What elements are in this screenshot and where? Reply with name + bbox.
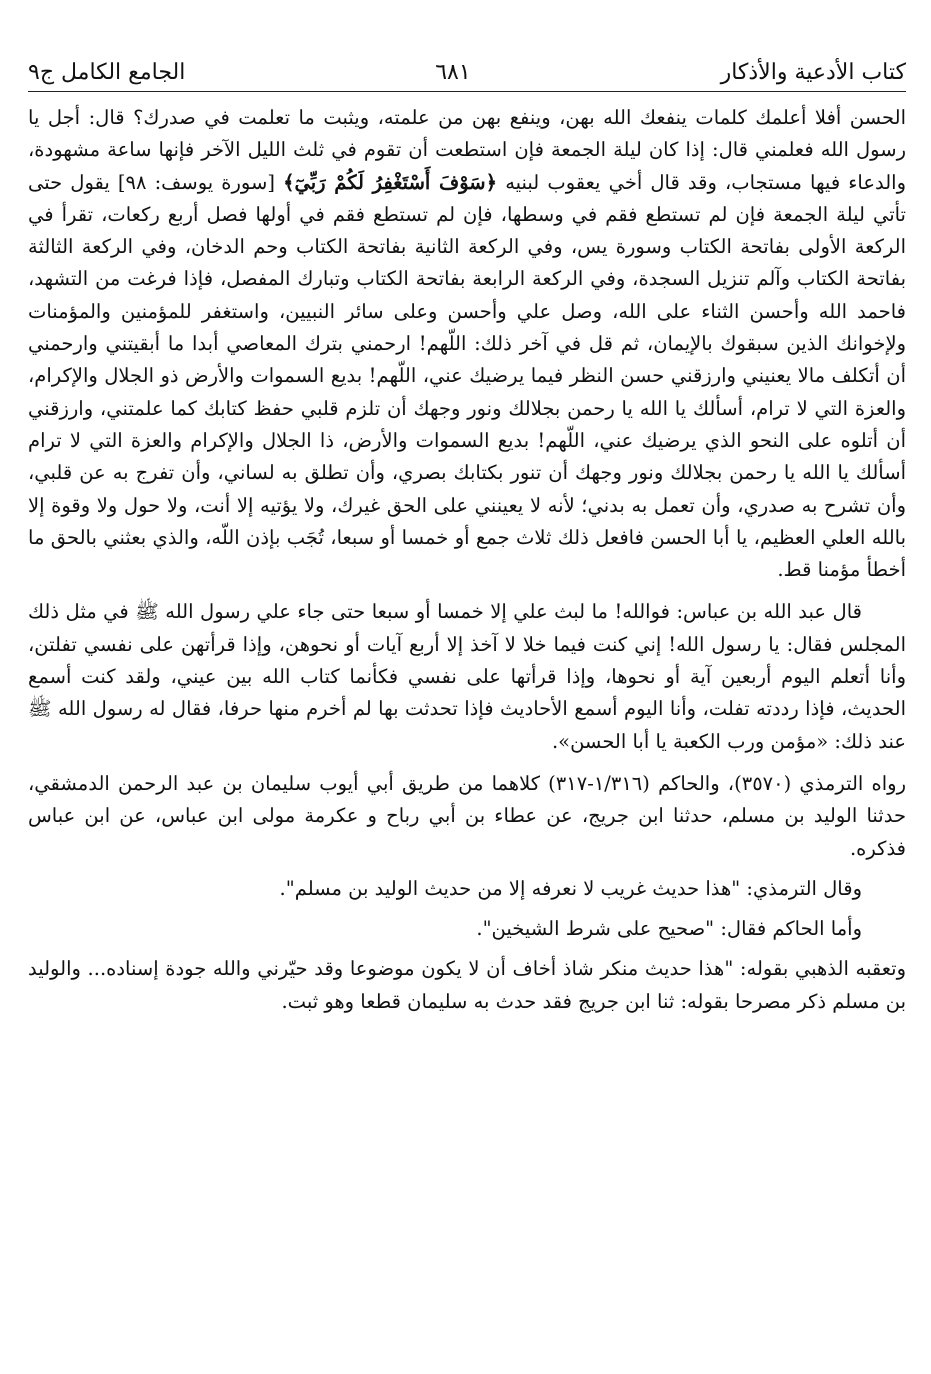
paragraph-hadith-part-a: الحسن أفلا أعلمك كلمات ينفعك الله بهن، وينفع بهن من علمته، ويثبت ما تعلمت في صدرك؟ قال: أجل يا رسول الله فعلمني قال: إذا كان ليلة الجمعة فإن استطعت أن تقوم في ثلث الليل الآخر فإنها ساعة مشهودة، والدعاء فيها مستجاب، وقد قال أخي يعقوب لبنيه (28, 106, 906, 194)
paragraph-tirmidhi-remark: وقال الترمذي: "هذا حديث غريب لا نعرفه إلا من حديث الوليد بن مسلم". (279, 876, 862, 900)
book-page (28, 60, 906, 1018)
paragraph-hadith-part-b: [سورة يوسف: ٩٨] يقول حتى تأتي ليلة الجمعة فإن لم تستطع فقم في وسطها، فإن لم تستطع فقم في أولها فصل أربع ركعات، تقرأ في الركعة الأولى بفاتحة الكتاب وسورة يس، وفي الركعة الثانية بفاتحة الكتاب وحم الدخان، وفي الركعة الثالثة بفاتحة الكتاب وآلم تنزيل السجدة، وفي الركعة الرابعة بفاتحة الكتاب وتبارك المفصل، فإذا فرغت من التشهد، فاحمد الله وأحسن الثناء على الله، وصل علي وأحسن وعلى سائر النبيين، واستغفر للمؤمنين والمؤمنات ولإخوانك الذين سبقوك بالإيمان، ثم قل في آخر ذلك: اللّهم! ارحمني بترك المعاصي أبدا ما أبقيتني وارحمني أن أتكلف مالا يعنيني وارزقني حسن النظر فيما يرضيك عني، اللّهم! بديع السموات والأرض ذو الجلال والإكرام، والعزة التي لا ترام، أسألك يا الله يا رحمن بجلالك ونور وجهك أن تلزم قلبي حفظ كتابك كما علمتني، وارزقني أن أتلوه على النحو الذي يرضيك عني، اللّهم! بديع السموات والأرض، ذا الجلال والإكرام والعزة التي لا ترام أسألك يا الله يا رحمن بجلالك ونور وجهك أن تنور بكتابك بصري، وأن تطلق به لساني، وأن تفرج به عن قلبي، وأن تشرح به صدري، وأن تعمل به بدني؛ لأنه لا يعينني على الحق غيرك، ولا يؤتيه إلا أنت، ولا حول ولا وقوة إلا بالله العلي العظيم، يا أبا الحسن فافعل ذلك ثلاث جمع أو خمسا أو سبعا، تُجَب بإذن اللّه، والذي بعثني بالحق ما أخطأ مؤمنا قط. (28, 170, 907, 582)
paragraph-hakim-remark: وأما الحاكم فقال: "صحيح على شرط الشيخين". (476, 917, 862, 941)
paragraph-dhahabi-remark: وتعقبه الذهبي بقوله: "هذا حديث منكر شاذ أخاف أن لا يكون موضوعا وقد حيّرني والله جودة إسناده... والوليد بن مسلم ذكر مصرحا بقوله: ثنا ابن جريج فقد حدث به سليمان قطعا وهو ثبت. (28, 957, 906, 1013)
page-body (28, 102, 906, 1018)
volume-label: الجامع الكامل ج٩ (28, 60, 186, 85)
page-number: ٦٨١ (435, 60, 471, 85)
book-section-title: كتاب الأدعية والأذكار (720, 60, 906, 85)
paragraph-hadith (28, 102, 906, 586)
paragraph-ibn-abbas: قال عبد الله بن عباس: فوالله! ما لبث علي إلا خمسا أو سبعا حتى جاء علي رسول الله ﷺ في مثل ذلك المجلس فقال: يا رسول الله! إني كنت فيما خلا لا آخذ إلا أربع آيات أو نحوهن، وإذا قرأتهن على نفسي تفلتن، وأنا أتعلم اليوم أربعين آية أو نحوها، وإذا قرأتها على نفسي فكأنما كتاب الله بين عيني، ولقد كنت أسمع الحديث، فإذا رددته تفلت، وأنا اليوم أسمع الأحاديث فإذا تحدثت بها لم أخرم منها حرفا، فقال له رسول الله ﷺ عند ذلك: «مؤمن ورب الكعبة يا أبا الحسن». (28, 600, 906, 753)
quran-verse: ﴿سَوْفَ أَسْتَغْفِرُ لَكُمْ رَبِّيٓ﴾ (283, 170, 498, 194)
running-head (28, 60, 906, 92)
paragraph-takhrij: رواه الترمذي (٣٥٧٠)، والحاكم (١/٣١٦-٣١٧) كلاهما من طريق أبي أيوب سليمان بن عبد الرحمن الدمشقي، حدثنا الوليد بن مسلم، حدثنا ابن جريج، عن عطاء بن أبي رباح و عكرمة مولى ابن عباس، عن ابن عباس فذكره. (28, 771, 906, 860)
